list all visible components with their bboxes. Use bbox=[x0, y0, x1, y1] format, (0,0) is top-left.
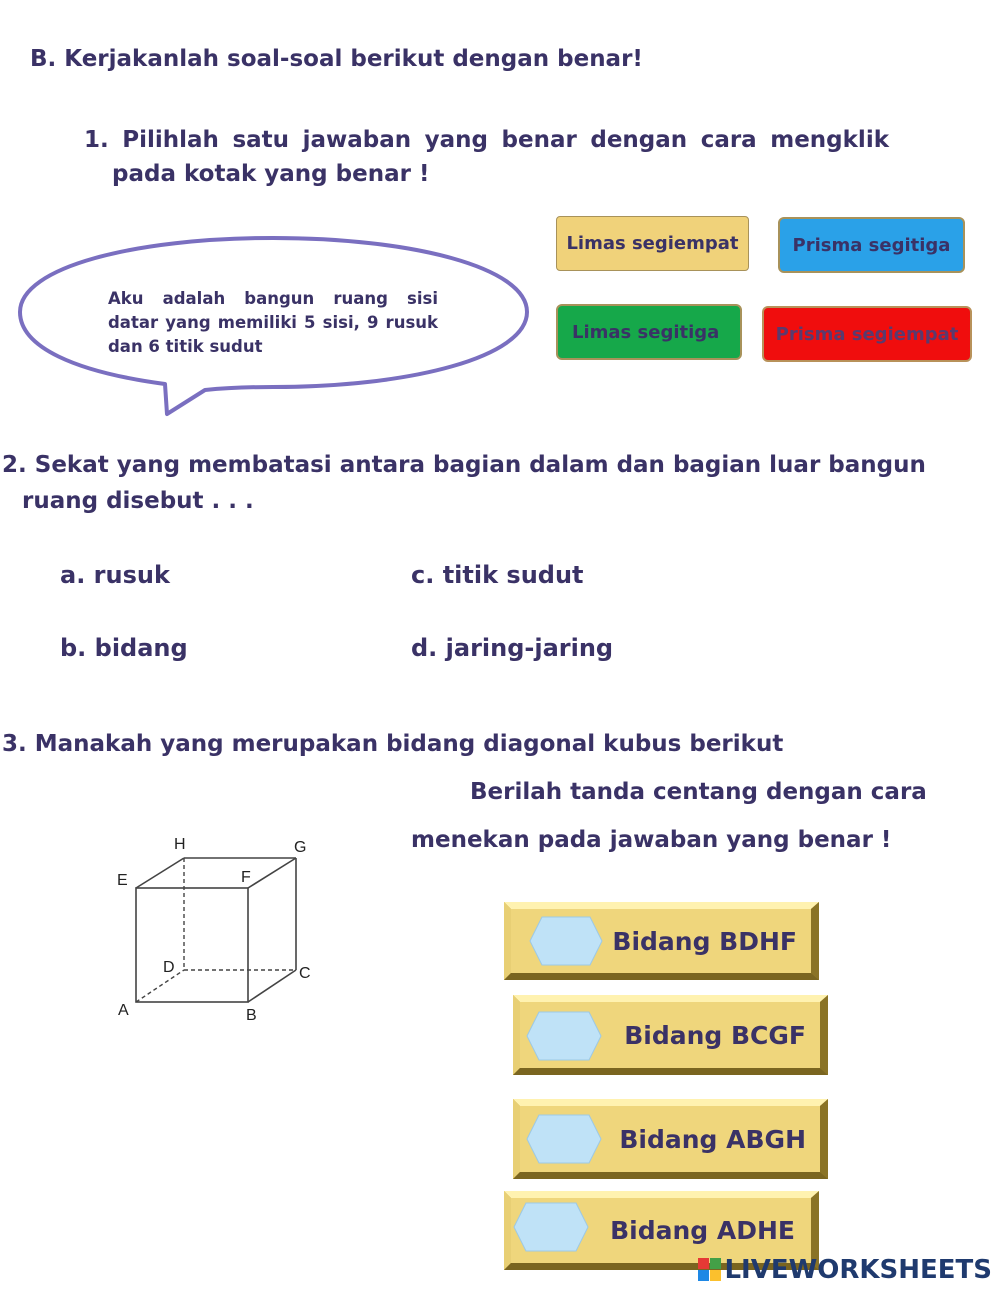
q2-option-b: b. bidang bbox=[60, 634, 188, 662]
choice-prisma-segiempat[interactable]: Prisma segiempat bbox=[762, 306, 972, 362]
q1-line2: pada kotak yang benar ! bbox=[112, 161, 430, 187]
cube-label-g: G bbox=[294, 839, 307, 856]
cube-label-d: D bbox=[163, 959, 175, 976]
q2-line1: 2. Sekat yang membatasi antara bagian dalam dan bagian luar bangun bbox=[2, 452, 926, 478]
answer-bidang-bdhf[interactable] bbox=[504, 902, 819, 980]
q3-question: 3. Manakah yang merupakan bidang diagonal kubus berikut bbox=[2, 731, 784, 757]
q3-instruction-line1: Berilah tanda centang dengan cara bbox=[470, 779, 927, 805]
section-title: B. Kerjakanlah soal-soal berikut dengan benar! bbox=[30, 46, 643, 72]
logo-text: LIVEWORKSHEETS bbox=[724, 1255, 992, 1285]
answer-bidang-abgh[interactable] bbox=[513, 1099, 828, 1179]
cube-label-f: F bbox=[241, 869, 251, 886]
bubble-text: Aku adalah bangun ruang sisi datar yang memiliki 5 sisi, 9 rusuk dan 6 titik sudut bbox=[108, 289, 438, 356]
answer-label: Bidang BCGF bbox=[624, 1020, 806, 1050]
q2-option-d: d. jaring-jaring bbox=[411, 634, 614, 662]
cube-label-b: B bbox=[246, 1007, 257, 1024]
answer-bidang-bcgf[interactable] bbox=[513, 995, 828, 1075]
q2-line2: ruang disebut . . . bbox=[22, 488, 254, 514]
cube-label-e: E bbox=[117, 872, 128, 889]
answer-label: Bidang ABGH bbox=[619, 1124, 806, 1154]
answer-label: Bidang ADHE bbox=[610, 1216, 795, 1245]
cube-label-h: H bbox=[174, 836, 186, 853]
q1-line1: 1. Pilihlah satu jawaban yang benar dengan cara mengklik bbox=[84, 127, 889, 153]
cube-diagram bbox=[100, 828, 330, 1028]
q3-instruction-line2: menekan pada jawaban yang benar ! bbox=[411, 827, 892, 853]
logo-icon bbox=[698, 1258, 722, 1282]
cube-label-c: C bbox=[299, 965, 311, 982]
cube-label-a: A bbox=[118, 1002, 129, 1019]
q2-option-a: a. rusuk bbox=[60, 561, 170, 589]
choice-limas-segitiga[interactable]: Limas segitiga bbox=[556, 304, 742, 360]
choice-limas-segiempat[interactable]: Limas segiempat bbox=[556, 216, 749, 271]
q2-option-c: c. titik sudut bbox=[411, 561, 584, 589]
liveworksheets-logo bbox=[698, 1255, 992, 1285]
answer-label: Bidang BDHF bbox=[612, 926, 797, 956]
choice-prisma-segitiga[interactable]: Prisma segitiga bbox=[778, 217, 965, 273]
